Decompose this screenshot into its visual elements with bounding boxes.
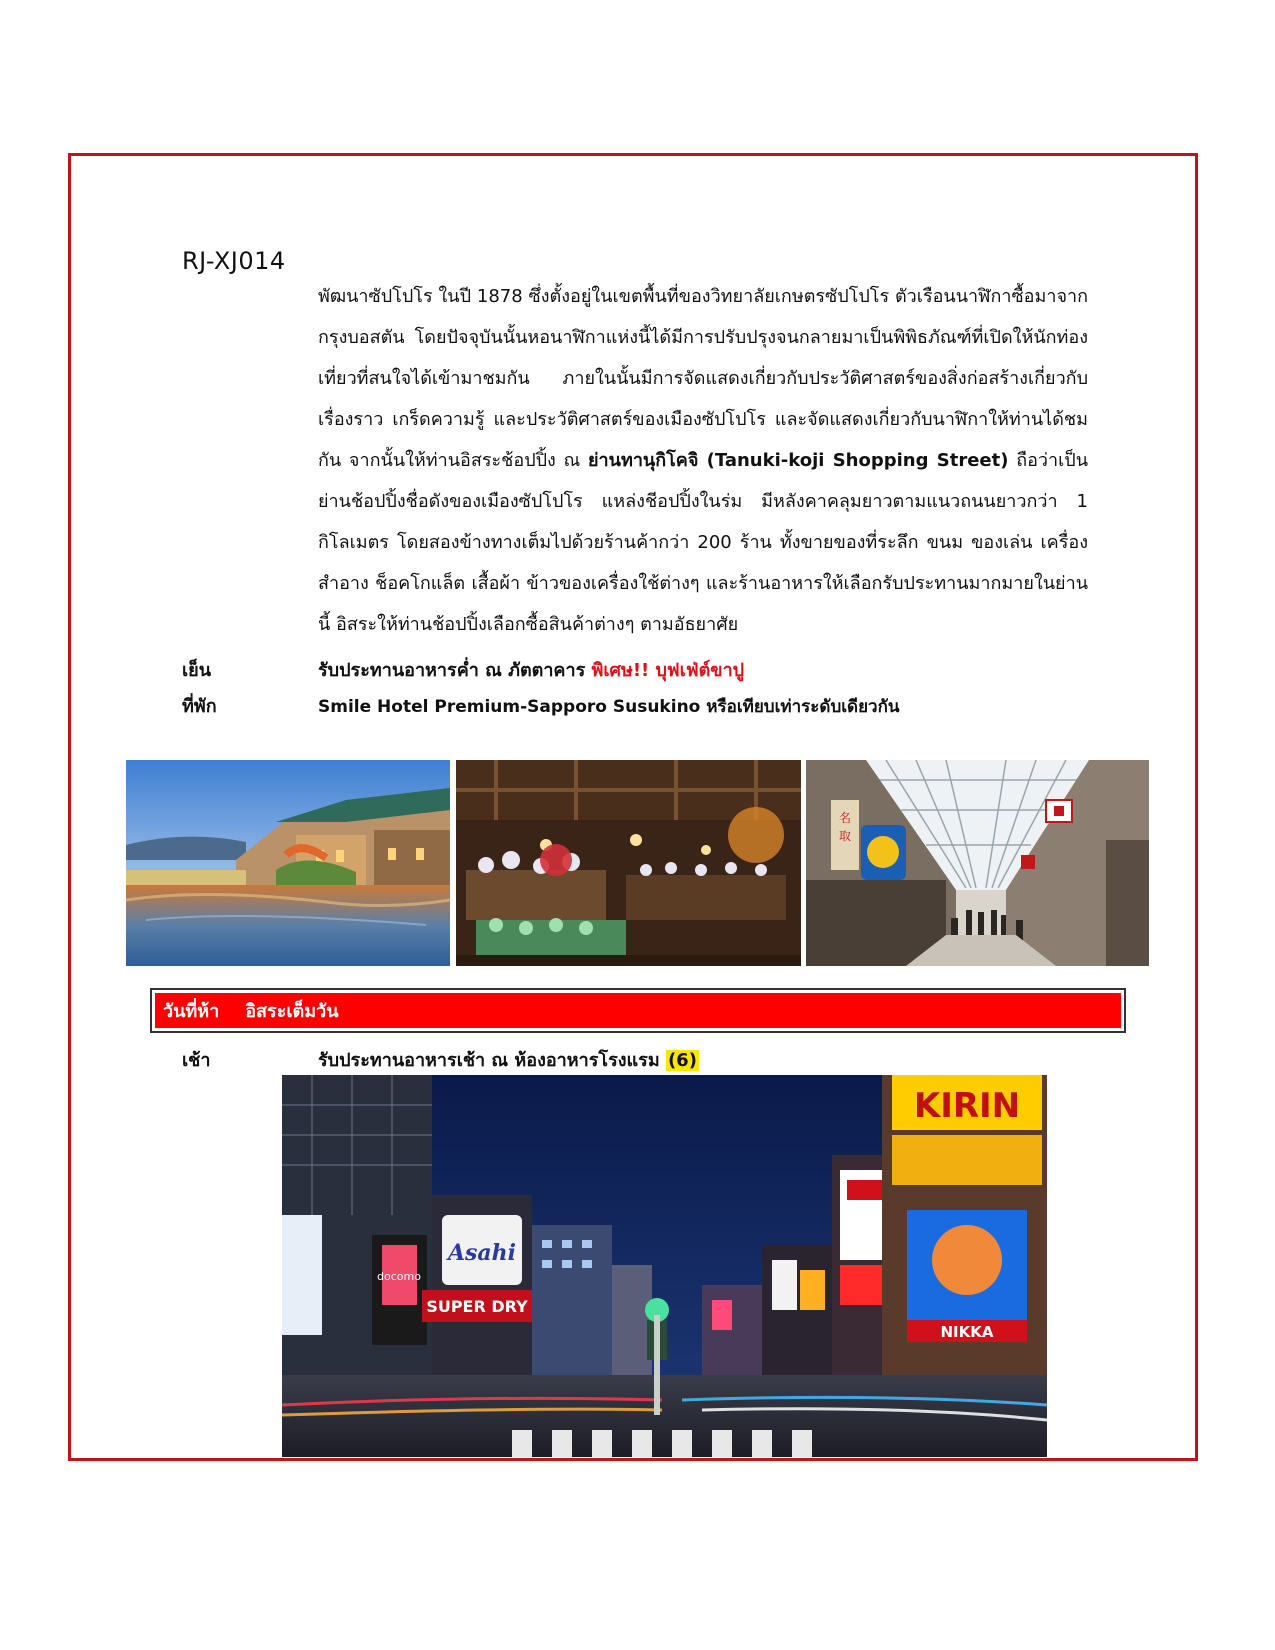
super-dry-sign: SUPER DRY <box>426 1297 528 1316</box>
asahi-sign: Asahi <box>447 1240 517 1266</box>
day-title: อิสระเต็มวัน <box>245 1001 339 1022</box>
susukino-night-photo <box>282 1075 1047 1457</box>
otaru-canal-photo <box>126 760 450 966</box>
hotel-text <box>318 693 900 720</box>
tour-code: RJ-XJ014 <box>182 247 286 275</box>
kirin-sign: KIRIN <box>913 1086 1021 1126</box>
dinner-special: พิเศษ!! บุฟเฟ่ต์ขาปู <box>591 660 745 681</box>
description-rest: ถือว่าเป็นย่านช้อปปิ้งชื่อดังของเมืองซัปโปโร แหล่งชีอปปิ้งในร่ม มีหลังคาคลุมยาวตามแนวถนนยาวกว่า 1 กิโลเมตร โดยสองข้างทางเต็มไปด้วยร้านค้ากว่า 200 ร้าน ทั้งขายของที่ระลึก ขนม ของเล่น เครื่องสำอาง ช็อคโกแล็ต เสื้อผ้า ข้าวของเครื่องใช้ต่างๆ และร้านอาหารให้เลือกรับประทานมากมายในย่านนี้ อิสระให้ท่านช้อปปิ้งเลือกซื้อสินค้าต่างๆ ตามอัธยาศัย <box>318 450 1089 635</box>
dinner-label: เย็น <box>182 660 212 681</box>
dinner-desc: รับประทานอาหารค่ำ ณ ภัตตาคาร <box>318 660 592 681</box>
hotel-label: ที่พัก <box>182 696 217 717</box>
hotel-name: Smile Hotel Premium-Sapporo Susukino <box>318 697 701 717</box>
svg-text:取: 取 <box>838 829 852 843</box>
breakfast-text <box>318 1045 699 1074</box>
nikka-sign: NIKKA <box>940 1323 994 1341</box>
day-description <box>318 276 1088 645</box>
docomo-sign: docomo <box>377 1270 421 1283</box>
day-five-header <box>150 988 1126 1033</box>
breakfast-label: เช้า <box>182 1050 211 1071</box>
meal-count-badge: (6) <box>667 1050 697 1071</box>
tanukikoji-photo <box>806 760 1149 966</box>
description-intro: พัฒนาซัปโปโร ในปี 1878 ซึ่งตั้งอยู่ในเขตพื้นที่ของวิทยาลัยเกษตรซัปโปโร ตัวเรือนนาฬิกาซื้อมาจากกรุงบอสตัน โดยปัจจุบันนั้นหอนาฬิกาแห่งนี้ได้มีการปรับปรุงจนกลายมาเป็นพิพิธภัณฑ์ที่เปิดให้นักท่องเที่ยวที่สนใจได้เข้ามาชมกัน ภายในนั้นมีการจัดแสดงเกี่ยวกับประวัติศาสตร์ของสิ่งก่อสร้างเกี่ยวกับเรื่องราว เกร็ดความรู้ และประวัติศาสตร์ของเมืองซัปโปโร และจัดแสดงเกี่ยวกับนาฬิกาให้ท่านได้ชมกัน จากนั้นให้ท่านอิสระช้อปปิ้ง ณ <box>318 286 1088 471</box>
breakfast-desc: รับประทานอาหารเช้า ณ ห้องอาหารโรงแรม <box>318 1050 666 1071</box>
svg-text:名: 名 <box>838 811 852 825</box>
description-highlight: ย่านทานุกิโคจิ (Tanuki-koji Shopping Street) <box>588 450 1009 471</box>
day-number: วันที่ห้า <box>163 1001 220 1022</box>
day-five-header-inner <box>155 993 1121 1028</box>
glass-shop-photo <box>456 760 801 966</box>
hotel-suffix: หรือเทียบเท่าระดับเดียวกัน <box>700 697 900 717</box>
dinner-text <box>318 655 744 684</box>
